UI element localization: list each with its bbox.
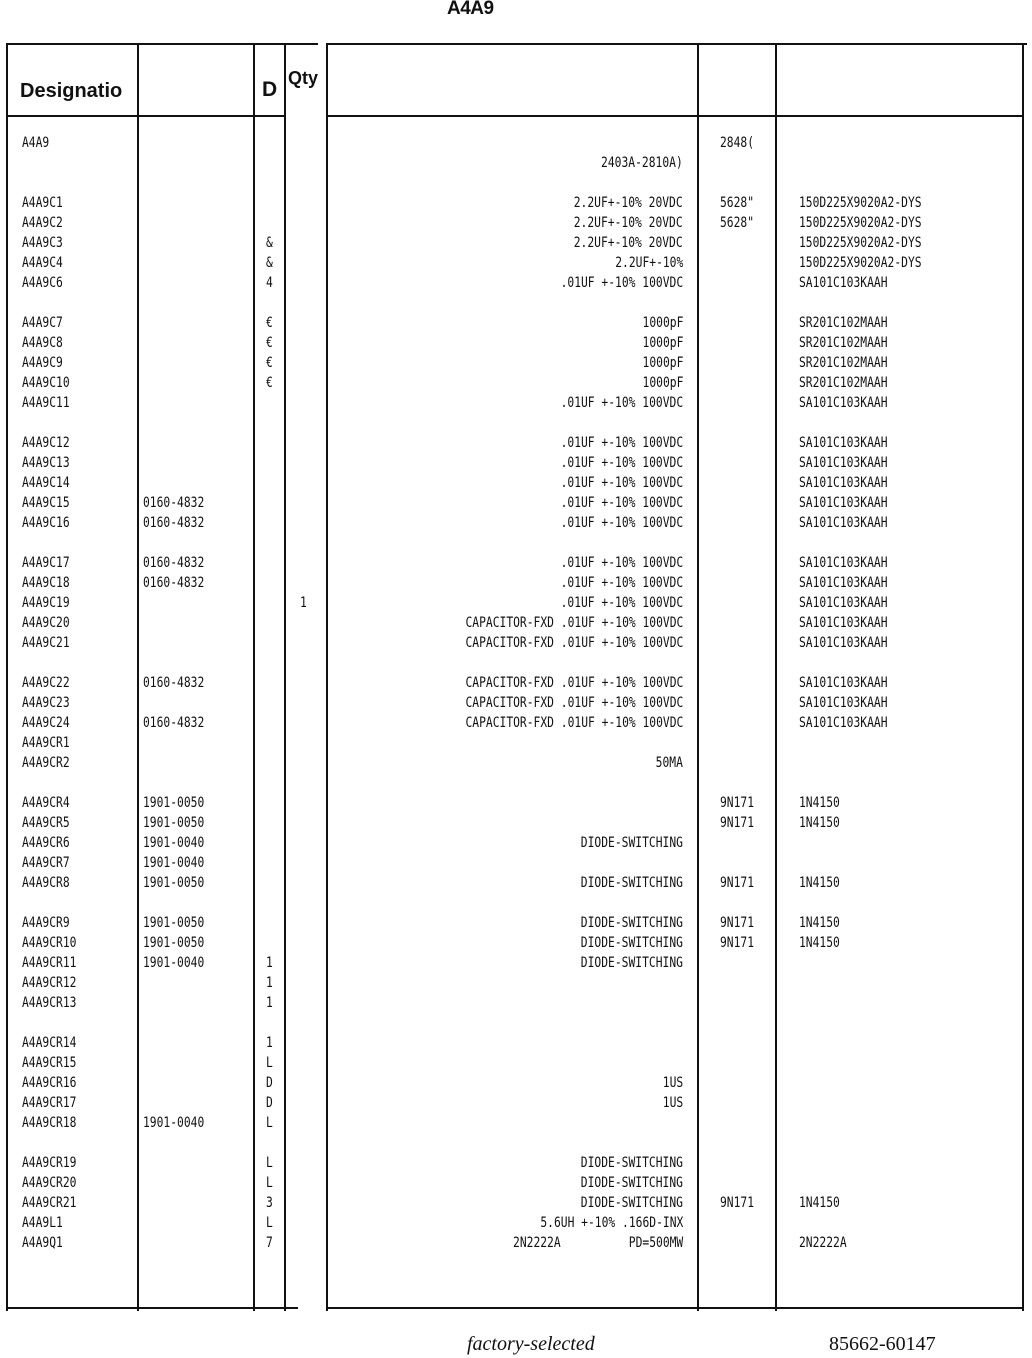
cell-desc: .01UF +-10% 100VDC bbox=[560, 515, 683, 531]
cell-part: 1901-0050 bbox=[143, 795, 205, 811]
cell-mfr: 1N4150 bbox=[799, 875, 840, 891]
cell-mfr: SR201C102MAAH bbox=[799, 355, 888, 371]
column-divider bbox=[284, 43, 286, 1311]
page-title: A4A9 bbox=[447, 0, 494, 19]
cell-desc: 1US bbox=[662, 1095, 683, 1111]
cell-code: 9N171 bbox=[720, 1195, 755, 1211]
cell-desc: .01UF +-10% 100VDC bbox=[560, 395, 683, 411]
column-divider bbox=[137, 43, 139, 1311]
column-divider bbox=[775, 43, 777, 1311]
cell-mfr: 1N4150 bbox=[799, 915, 840, 931]
cell-desc: DIODE-SWITCHING bbox=[580, 1195, 683, 1211]
cell-mfr: SR201C102MAAH bbox=[799, 315, 888, 331]
cell-des: A4A9C8 bbox=[22, 335, 63, 351]
cell-des: A4A9C21 bbox=[22, 635, 70, 651]
cell-mfr: 1N4150 bbox=[799, 795, 840, 811]
cell-des: A4A9C1 bbox=[22, 195, 63, 211]
cell-des: A4A9CR1 bbox=[22, 735, 70, 751]
cell-mfr: 1N4150 bbox=[799, 1195, 840, 1211]
cell-d: D bbox=[266, 1095, 273, 1111]
cell-d: € bbox=[266, 375, 273, 391]
cell-des: A4A9C24 bbox=[22, 715, 70, 731]
cell-code: 9N171 bbox=[720, 875, 755, 891]
cell-desc: 2.2UF+-10% 20VDC bbox=[574, 195, 683, 211]
cell-mfr: SA101C103KAAH bbox=[799, 555, 888, 571]
cell-part: 0160-4832 bbox=[143, 675, 205, 691]
cell-des: A4A9CR12 bbox=[22, 975, 77, 991]
cell-mfr: 2N2222A bbox=[799, 1235, 847, 1251]
cell-part: 0160-4832 bbox=[143, 715, 205, 731]
cell-des: A4A9L1 bbox=[22, 1215, 63, 1231]
cell-des: A4A9CR16 bbox=[22, 1075, 77, 1091]
cell-des: A4A9C3 bbox=[22, 235, 63, 251]
cell-d: L bbox=[266, 1215, 273, 1231]
cell-des: A4A9C14 bbox=[22, 475, 70, 491]
cell-des: A4A9CR10 bbox=[22, 935, 77, 951]
cell-des: A4A9CR21 bbox=[22, 1195, 77, 1211]
cell-des: A4A9CR19 bbox=[22, 1155, 77, 1171]
footer-part-number: 85662-60147 bbox=[829, 1333, 936, 1355]
cell-desc: .01UF +-10% 100VDC bbox=[560, 555, 683, 571]
cell-mfr: SA101C103KAAH bbox=[799, 395, 888, 411]
cell-desc: .01UF +-10% 100VDC bbox=[560, 575, 683, 591]
cell-d: & bbox=[266, 235, 273, 251]
cell-mfr: 1N4150 bbox=[799, 935, 840, 951]
cell-desc: DIODE-SWITCHING bbox=[580, 955, 683, 971]
cell-desc: 2.2UF+-10% bbox=[614, 255, 683, 271]
cell-desc: 2403A-2810A) bbox=[601, 155, 683, 171]
cell-d: 1 bbox=[266, 975, 273, 991]
cell-mfr: SA101C103KAAH bbox=[799, 495, 888, 511]
cell-d: L bbox=[266, 1115, 273, 1131]
footer-note: factory-selected bbox=[467, 1333, 595, 1355]
cell-mfr: SA101C103KAAH bbox=[799, 575, 888, 591]
cell-code: 9N171 bbox=[720, 915, 755, 931]
column-divider bbox=[1022, 43, 1024, 1311]
cell-desc: CAPACITOR-FXD .01UF +-10% 100VDC bbox=[465, 675, 683, 691]
cell-mfr: SA101C103KAAH bbox=[799, 635, 888, 651]
cell-code: 2848( bbox=[720, 135, 755, 151]
cell-mfr: SA101C103KAAH bbox=[799, 475, 888, 491]
cell-mfr: 150D225X9020A2-DYS bbox=[799, 255, 922, 271]
cell-code: 5628" bbox=[720, 215, 755, 231]
cell-d: 3 bbox=[266, 1195, 273, 1211]
cell-desc: 1000pF bbox=[642, 315, 683, 331]
cell-mfr: SA101C103KAAH bbox=[799, 615, 888, 631]
cell-desc: 2.2UF+-10% 20VDC bbox=[574, 235, 683, 251]
cell-part: 1901-0050 bbox=[143, 875, 205, 891]
cell-desc: DIODE-SWITCHING bbox=[580, 915, 683, 931]
cell-desc: CAPACITOR-FXD .01UF +-10% 100VDC bbox=[465, 715, 683, 731]
cell-part: 0160-4832 bbox=[143, 515, 205, 531]
cell-d: D bbox=[266, 1075, 273, 1091]
cell-part: 1901-0050 bbox=[143, 915, 205, 931]
cell-desc: DIODE-SWITCHING bbox=[580, 835, 683, 851]
cell-d: € bbox=[266, 335, 273, 351]
cell-d: & bbox=[266, 255, 273, 271]
cell-des: A4A9CR9 bbox=[22, 915, 70, 931]
cell-d: L bbox=[266, 1055, 273, 1071]
cell-des: A4A9CR2 bbox=[22, 755, 70, 771]
cell-des: A4A9C13 bbox=[22, 455, 70, 471]
cell-des: A4A9C10 bbox=[22, 375, 70, 391]
header-rule bbox=[326, 115, 1024, 117]
cell-des: A4A9C11 bbox=[22, 395, 70, 411]
cell-des: A4A9CR17 bbox=[22, 1095, 77, 1111]
cell-part: 0160-4832 bbox=[143, 495, 205, 511]
cell-des: A4A9Q1 bbox=[22, 1235, 63, 1251]
cell-des: A4A9CR20 bbox=[22, 1175, 77, 1191]
cell-mfr: 150D225X9020A2-DYS bbox=[799, 195, 922, 211]
cell-mfr: SA101C103KAAH bbox=[799, 435, 888, 451]
cell-des: A4A9CR13 bbox=[22, 995, 77, 1011]
cell-desc: DIODE-SWITCHING bbox=[580, 1155, 683, 1171]
cell-desc: .01UF +-10% 100VDC bbox=[560, 495, 683, 511]
cell-desc: .01UF +-10% 100VDC bbox=[560, 435, 683, 451]
cell-d: 1 bbox=[266, 955, 273, 971]
cell-part: 1901-0050 bbox=[143, 935, 205, 951]
cell-part: 1901-0040 bbox=[143, 1115, 205, 1131]
cell-d: 1 bbox=[266, 1035, 273, 1051]
cell-d: 1 bbox=[266, 995, 273, 1011]
cell-des: A4A9CR7 bbox=[22, 855, 70, 871]
cell-des: A4A9CR5 bbox=[22, 815, 70, 831]
cell-mfr: SA101C103KAAH bbox=[799, 715, 888, 731]
cell-desc: CAPACITOR-FXD .01UF +-10% 100VDC bbox=[465, 695, 683, 711]
cell-part: 1901-0040 bbox=[143, 955, 205, 971]
cell-code: 5628" bbox=[720, 195, 755, 211]
cell-mfr: SA101C103KAAH bbox=[799, 675, 888, 691]
cell-des: A4A9CR15 bbox=[22, 1055, 77, 1071]
cell-desc: 50MA bbox=[655, 755, 683, 771]
cell-des: A4A9CR6 bbox=[22, 835, 70, 851]
cell-desc: 5.6UH +-10% .166D-INX bbox=[540, 1215, 683, 1231]
cell-mfr: SA101C103KAAH bbox=[799, 515, 888, 531]
table-top-border-left bbox=[6, 43, 318, 45]
cell-part: 0160-4832 bbox=[143, 575, 205, 591]
cell-code: 9N171 bbox=[720, 935, 755, 951]
cell-part: 1901-0040 bbox=[143, 855, 205, 871]
cell-d: 7 bbox=[266, 1235, 273, 1251]
header-qty: Qty bbox=[288, 68, 319, 88]
cell-des: A4A9C18 bbox=[22, 575, 70, 591]
cell-d: L bbox=[266, 1175, 273, 1191]
cell-code: 9N171 bbox=[720, 815, 755, 831]
cell-desc: 1US bbox=[662, 1075, 683, 1091]
cell-part: 1901-0050 bbox=[143, 815, 205, 831]
cell-des: A4A9C22 bbox=[22, 675, 70, 691]
cell-des: A4A9CR14 bbox=[22, 1035, 77, 1051]
cell-mfr: SA101C103KAAH bbox=[799, 595, 888, 611]
cell-desc: .01UF +-10% 100VDC bbox=[560, 595, 683, 611]
cell-part: 0160-4832 bbox=[143, 555, 205, 571]
cell-des: A4A9C9 bbox=[22, 355, 63, 371]
table-top-border-right bbox=[327, 43, 1027, 45]
cell-qty: 1 bbox=[300, 595, 307, 611]
cell-des: A4A9C6 bbox=[22, 275, 63, 291]
column-divider bbox=[253, 43, 255, 1311]
header-d: D bbox=[262, 78, 278, 101]
cell-desc: 1000pF bbox=[642, 355, 683, 371]
cell-des: A4A9C12 bbox=[22, 435, 70, 451]
cell-des: A4A9C7 bbox=[22, 315, 63, 331]
cell-desc: .01UF +-10% 100VDC bbox=[560, 455, 683, 471]
cell-d: L bbox=[266, 1155, 273, 1171]
cell-desc: DIODE-SWITCHING bbox=[580, 1175, 683, 1191]
cell-des: A4A9C15 bbox=[22, 495, 70, 511]
cell-des: A4A9C4 bbox=[22, 255, 63, 271]
cell-desc: .01UF +-10% 100VDC bbox=[560, 475, 683, 491]
cell-mfr: 150D225X9020A2-DYS bbox=[799, 215, 922, 231]
cell-desc: 2.2UF+-10% 20VDC bbox=[574, 215, 683, 231]
cell-des: A4A9CR11 bbox=[22, 955, 77, 971]
cell-mfr: 150D225X9020A2-DYS bbox=[799, 235, 922, 251]
cell-des: A4A9CR8 bbox=[22, 875, 70, 891]
cell-des: A4A9C23 bbox=[22, 695, 70, 711]
cell-code: 9N171 bbox=[720, 795, 755, 811]
cell-mfr: SR201C102MAAH bbox=[799, 375, 888, 391]
cell-desc: DIODE-SWITCHING bbox=[580, 935, 683, 951]
column-divider bbox=[6, 43, 8, 1311]
cell-mfr: SA101C103KAAH bbox=[799, 695, 888, 711]
cell-mfr: SA101C103KAAH bbox=[799, 275, 888, 291]
header-rule bbox=[6, 115, 286, 117]
cell-d: 4 bbox=[266, 275, 273, 291]
cell-des: A4A9 bbox=[22, 135, 50, 151]
cell-des: A4A9C2 bbox=[22, 215, 63, 231]
cell-des: A4A9C16 bbox=[22, 515, 70, 531]
cell-part: 1901-0040 bbox=[143, 835, 205, 851]
cell-desc: 1000pF bbox=[642, 335, 683, 351]
cell-desc: .01UF +-10% 100VDC bbox=[560, 275, 683, 291]
cell-desc: DIODE-SWITCHING bbox=[580, 875, 683, 891]
column-divider bbox=[326, 43, 328, 1311]
cell-desc: CAPACITOR-FXD .01UF +-10% 100VDC bbox=[465, 635, 683, 651]
cell-d: € bbox=[266, 315, 273, 331]
cell-mfr: SA101C103KAAH bbox=[799, 455, 888, 471]
cell-des: A4A9C20 bbox=[22, 615, 70, 631]
cell-desc: CAPACITOR-FXD .01UF +-10% 100VDC bbox=[465, 615, 683, 631]
cell-des: A4A9CR18 bbox=[22, 1115, 77, 1131]
cell-desc: 2N2222A PD=500MW bbox=[512, 1235, 683, 1251]
cell-des: A4A9CR4 bbox=[22, 795, 70, 811]
table-bottom-border bbox=[326, 1307, 1022, 1309]
cell-des: A4A9C17 bbox=[22, 555, 70, 571]
cell-d: € bbox=[266, 355, 273, 371]
cell-des: A4A9C19 bbox=[22, 595, 70, 611]
header-designation: Designatio bbox=[20, 80, 123, 102]
cell-mfr: SR201C102MAAH bbox=[799, 335, 888, 351]
cell-desc: 1000pF bbox=[642, 375, 683, 391]
cell-mfr: 1N4150 bbox=[799, 815, 840, 831]
table-bottom-border bbox=[6, 1307, 298, 1309]
column-divider bbox=[697, 43, 699, 1311]
